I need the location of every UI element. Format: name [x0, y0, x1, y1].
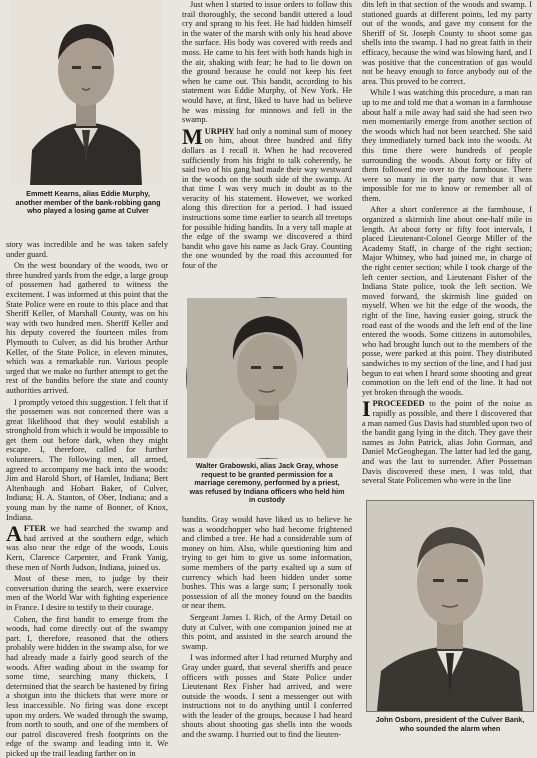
- col2-paragraph-2-body: had only a nominal sum of money on him, about three hundred and fifty dollars as I recall it. When he had recovered sufficiently from his fright to talk coherently, he said two of his gang had made their way westward in the woods on the south side of the swamp. At that time I was very much in doubt as to the veracity of his statement. However, we worked along this direction for a period. I had issued instructions some time earlier to search all treetops for possible hiding bandits. In a very tall maple at the edge of the swamp we discovered a third bandit who gave his name as Jack Gray. Counting the one wounded by the road this accounted for four of the: [182, 126, 353, 271]
- lead-word-after: FTER: [23, 524, 47, 534]
- col1-paragraph-5: Most of these men, to judge by their conversation during the search, were exservice men of the World War with fighting experience in France. I desire to testify to their courage.: [6, 574, 168, 612]
- column-3: [362, 0, 532, 500]
- col3-paragraph-4-body: to the point of the noise as rapidly as possible, and there I discovered that a man named Gus Davis had stumbled upon two of the bandit gang lying in the ditch. They gave their names as John Patrick, alias John Gorman, and Daniel McGeoghegan. The latter had led the gang, and was the last to surrender. After Posseman Davis discovered these men, I was told, that several State Policemen who were in the line: [362, 399, 532, 486]
- col1-paragraph-4-body: we had searched the swamp and had arrived at the southern edge, which was also near the edge of the woods, Louis Kern, Clarence Carpenter, and Frank Yanig, these men of North Judson, Indiana, joined us.: [6, 524, 168, 572]
- portrait-grabowski-illustration: [187, 298, 347, 458]
- col1-paragraph-3: I promptly vetoed this suggestion. I felt that if the possemen was not concerned there was a great likelihood that they would establish a stronghold from which it would be impossible to get them out before dark, when they might escape. I, therefore, called for further volunteers. The following men, all armed, agreed to accompany me back into the woods: Jim and Harold Short, of Hamlet, Indiana; Bert Altenbaugh and Hobart Baker, of Culver, Indiana; H. A. Stanton, of Ober, Indiana; and a young man by the name of Bonner, of Knox, Indiana.: [6, 397, 169, 522]
- col1-paragraph-6: Cohen, the first bandit to emerge from the woods, had come directly out of the swampy part. I, therefore, reasoned that the others probably were hidden in the swamp also, for we had already made a fairly good search of the woods. After wading about in the swamp for some time, searching many thickets, I determined that the search be hastened by firing a shotgun into the thickets that were more or less inaccessible. No firing was done except upon my orders. We waded through the swamp, from north to south, and one of the members of our patrol discovered fresh footprints on the edge of the swamp and leading into it. We picked up the trail leading farther on in: [6, 614, 168, 758]
- column-2-bottom: [182, 515, 352, 740]
- column-1: [6, 240, 169, 758]
- col2-paragraph-3: bandits. Gray would have liked us to believe he was a woodchopper who had become frightened and climbed a tree. He had a considerable sum of money on him. Also, while questioning him and trying to get him to give us some information, some members of the party exalted up a sum of currency which had been hidden under some bushes. This was a large sum; I personally took possession of all the money found on the bandits or near them.: [182, 515, 352, 611]
- column-2-top: [182, 0, 352, 298]
- caption-kearns: Emmett Kearns, alias Eddie Murphy, another member of the bank-robbing gang who played a losing game at Culver: [15, 189, 161, 216]
- col3-paragraph-2: While I was watching this procedure, a man ran up to me and told me that a woman in a farmhouse about half a mile away had said she had seen two men momentarily emerge from another section of the woods which had not been searched. She said they immediately turned back into the woods. At this time there were hundreds of people surrounding the woods. About forty or fifty of them followed me over to the farmhouse. There were so many in the party now that it was impossible for me to know or remember all of them.: [362, 88, 532, 203]
- caption-grabowski: Walter Grabowski, alias Jack Gray, whose request to be granted permission for a marriage ceremony, performed by a priest, was refused by Indiana officers who held him in custody: [189, 461, 345, 505]
- col3-paragraph-3: After a short conference at the farmhouse, I organized a skirmish line about one-half mile in length. At about forty or fifty foot intervals, I placed Lieutenant-Colonel George Miller of the Academy Staff, in charge of the right section; Major Whitney, who had joined me, in charge of the right center section; while I took charge of the left center section, and Lieutenant Fisher of the Indiana State police, took the left section. We moved forward, the skirmish line guided on myself. When we hit the edge of the woods, the right of the line, having easier going, struck the road east of the woods and the left end of the line entered the woods. Some citizens in automobiles, who had brought lunch out to the members of the posse, were parked at this point. They distributed sandwiches to my section of the line, and I had just begun to eat when I heard some shooting and great commotion on the left end of the line. It had not yet broken through the woods.: [362, 205, 532, 397]
- photo-grabowski: [186, 297, 348, 459]
- col3-paragraph-1: dits left in that section of the woods and swamp. I stationed guards at different points, led my party out of the woods, and gave my consent for the Sheriff of St. Joseph County to shoot some gas shells into the swamp. I had no great faith in their efficacy, because the wind was blowing hard, and I was positive that the concentration of gas would not be heavy enough to force anybody out of the area. This proved to be correct.: [362, 0, 532, 86]
- portrait-osborn-illustration: [367, 501, 533, 711]
- dropcap-a: A: [6, 521, 22, 547]
- lead-word-proceeded: PROCEEDED: [372, 399, 425, 409]
- col3-paragraph-4: [362, 396, 532, 486]
- dropcap-m: M: [182, 123, 203, 149]
- dropcap-i: I: [362, 396, 371, 422]
- col2-paragraph-5: I was informed after I had returned Murphy and Gray under guard, that several sheriffs and peace officers with posses and State Police under Lieutenant Rex Fisher had arrived, and were outside the woods. I sent a messenger out with instructions not to do anything until I conferred with the leader of the groups, because I had heard shouts about shooting gas shells into the woods and the swamp. I hurried out to find the lieuten-: [182, 653, 352, 740]
- photo-osborn: [366, 500, 534, 712]
- caption-osborn: John Osborn, president of the Culver Bank, who sounded the alarm when: [375, 715, 525, 733]
- col1-paragraph-1: story was incredible and he was taken safely under guard.: [6, 240, 168, 259]
- col1-paragraph-4: [6, 521, 168, 572]
- col2-paragraph-2: [182, 123, 353, 271]
- photo-kearns: [10, 0, 162, 185]
- col1-paragraph-2: On the west boundary of the woods, two or three hundred yards from the edge, a large group of possemen had gathered to witness the excitement. I was informed at this point that the State Police were en route to this place and that Sheriff Keller, of Marshall County, was on his way with two hundred men. Sheriff Keller and his deputy covered the fourteen miles from Plymouth to Culver, as did his brother Arthur Keller, of the State Police, in eleven minutes, which was a remarkable run. Various people urged that we make no further attempt to get the rest of the bandits before the state and county authorities arrived.: [6, 261, 168, 395]
- col2-paragraph-1: Just when I started to issue orders to follow this trail thoroughly, the second bandit uttered a loud cry and sprang to his feet. He had hidden himself in the water of the marsh with only his head above the surface. His body was covered with reeds and moss. He came to his feet with both hands high in the air, shaking with fear; he had to lie down on the ground because he could not keep his feet when he came out. This bandit, according to his statement was Eddie Murphy, of New York. He would have, at first, liked to have had us believe he was missing for minnows and fell in the swamp.: [182, 0, 352, 125]
- lead-word-murphy: URPHY: [204, 126, 235, 136]
- portrait-kearns-illustration: [10, 0, 162, 185]
- col2-paragraph-4: Sergeant James I. Rich, of the Army Detail on duty at Culver, with one companion joined me at this point, and assisted in the search around the swamp.: [182, 612, 352, 651]
